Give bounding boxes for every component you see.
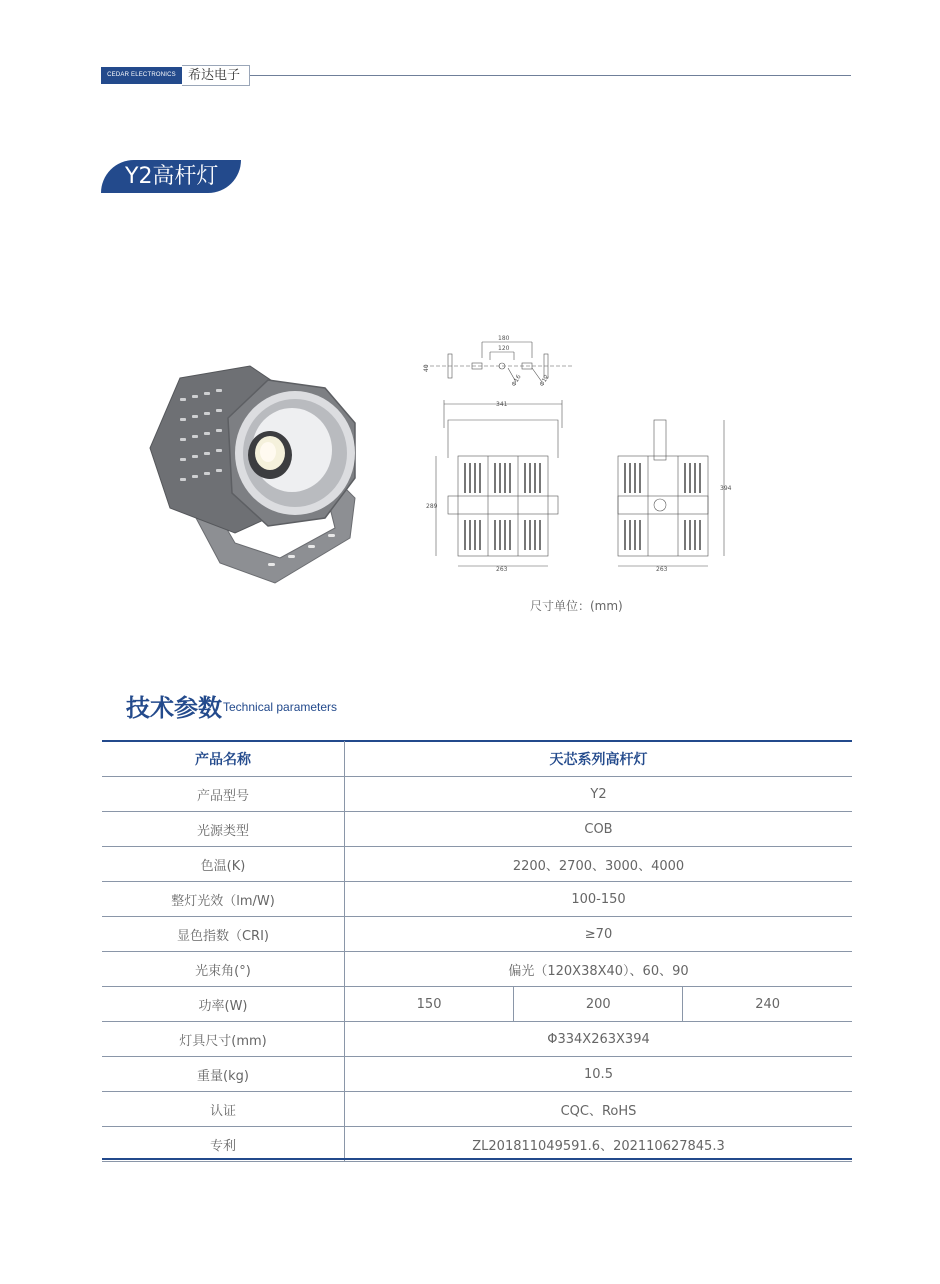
brand-english-label: CEDAR ELECTRONICS <box>101 67 182 84</box>
row-value-cell: 2200、2700、3000、4000 <box>345 847 853 882</box>
spec-table <box>102 741 852 1162</box>
dimension-263-side: 263 <box>656 566 668 573</box>
table-row-power <box>102 987 852 1022</box>
dimension-40: 40 <box>423 364 430 372</box>
row-value-cell: CQC、RoHS <box>345 1092 853 1127</box>
row-value-cell: 100-150 <box>345 882 853 917</box>
table-row <box>102 952 852 987</box>
table-row <box>102 917 852 952</box>
dimension-phi16: Φ16 <box>510 373 523 388</box>
row-value-cell: ≥70 <box>345 917 853 952</box>
side-view-drawing <box>618 420 724 566</box>
table-row <box>102 812 852 847</box>
unit-note: 尺寸单位：(mm) <box>530 599 623 613</box>
row-value-cell: Φ334X263X394 <box>345 1022 853 1057</box>
row-key-cell: 认证 <box>102 1092 345 1127</box>
product-image <box>140 358 372 588</box>
row-value-cell: 偏光（120X38X40）、60、90 <box>345 952 853 987</box>
brand-chinese-label: 希达电子 <box>182 65 250 86</box>
table-row <box>102 1022 852 1057</box>
power-value-cell: 240 <box>683 987 852 1022</box>
row-key-cell: 重量(kg) <box>102 1057 345 1092</box>
dimension-263-front: 263 <box>496 566 508 573</box>
dimension-phi12: Φ12 <box>538 373 551 388</box>
row-key-cell: 功率(W) <box>102 987 345 1022</box>
dimension-289: 289 <box>426 503 438 510</box>
row-key-cell: 光束角(°) <box>102 952 345 987</box>
section-title-en: Technical parameters <box>223 700 338 714</box>
row-key-cell: 光源类型 <box>102 812 345 847</box>
row-value-cell: 10.5 <box>345 1057 853 1092</box>
dimension-341: 341 <box>496 401 508 408</box>
table-row <box>102 847 852 882</box>
row-value-cell: Y2 <box>345 777 853 812</box>
row-key-cell: 整灯光效（lm/W) <box>102 882 345 917</box>
row-key-cell: 显色指数（CRI) <box>102 917 345 952</box>
dimension-120: 120 <box>498 345 510 352</box>
page-title: Y2高杆灯 <box>101 160 241 193</box>
power-value-cell: 150 <box>345 987 514 1022</box>
row-key-cell: 色温(K) <box>102 847 345 882</box>
power-value-cell: 200 <box>514 987 683 1022</box>
row-value-cell: COB <box>345 812 853 847</box>
table-row <box>102 1092 852 1127</box>
table-bottom-rule <box>102 1158 852 1160</box>
dimension-drawings <box>412 328 742 578</box>
header-value-cell: 天芯系列高杆灯 <box>345 741 853 777</box>
section-title-cn: 技术参数 <box>126 694 222 722</box>
table-row <box>102 882 852 917</box>
row-value-cell: ZL201811049591.6、202110627845.3 <box>345 1127 853 1162</box>
table-row <box>102 777 852 812</box>
table-header-row <box>102 741 852 777</box>
header-key-cell: 产品名称 <box>102 741 345 777</box>
dimension-180: 180 <box>498 335 510 342</box>
table-row <box>102 1057 852 1092</box>
row-key-cell: 灯具尺寸(mm) <box>102 1022 345 1057</box>
row-key-cell: 产品型号 <box>102 777 345 812</box>
dimension-394: 394 <box>720 485 732 492</box>
row-key-cell: 专利 <box>102 1127 345 1162</box>
table-row <box>102 1127 852 1162</box>
header-divider <box>250 75 851 76</box>
